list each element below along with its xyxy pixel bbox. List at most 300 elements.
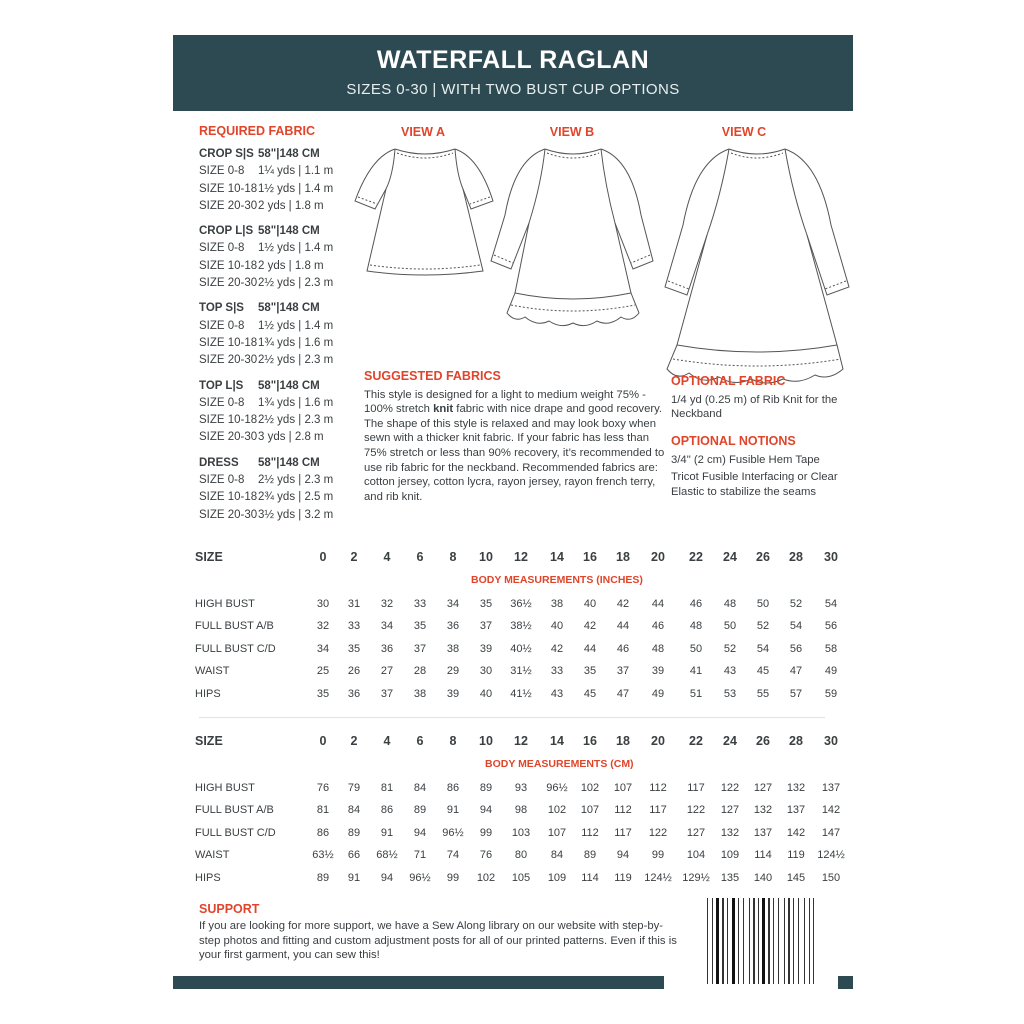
optional-notion-item: Tricot Fusible Interfacing or Clear Elastic to stabilize the seams xyxy=(671,471,838,498)
fabric-size-range: SIZE 10-18 xyxy=(199,414,258,427)
measurement-value: 52 xyxy=(789,598,803,610)
measurement-value: 84 xyxy=(413,782,427,794)
measurement-value: 25 xyxy=(316,665,330,678)
fabric-amount: 2½ yds | 2.3 m xyxy=(258,277,334,290)
measurement-value: 127 xyxy=(720,804,740,817)
measurement-value: 89 xyxy=(479,782,493,794)
measurement-value: 54 xyxy=(789,620,803,633)
measurement-value: 132 xyxy=(786,782,806,794)
size-header-label: SIZE xyxy=(195,734,223,748)
measurement-value: 41 xyxy=(689,665,703,678)
measurement-value: 29 xyxy=(446,665,460,678)
fabric-row xyxy=(199,318,369,335)
fabric-size-range: SIZE 0-8 xyxy=(199,396,245,409)
fabric-view-name: TOP S|S xyxy=(199,302,244,315)
support-text: If you are looking for more support, we have a Sew Along library on our website with step-by-step photos and fitting and custom adjustment posts for all of our printed patterns. Even if this is your first garment, you can sew this! xyxy=(199,920,677,962)
measurement-value: 147 xyxy=(821,826,841,839)
fabric-view-name: DRESS xyxy=(199,456,239,469)
suggested-fabrics-heading: SUGGESTED FABRICS xyxy=(364,369,501,383)
measurement-value: 86 xyxy=(316,826,330,839)
fabric-row xyxy=(199,489,369,506)
fabric-group-header xyxy=(199,223,369,240)
measurement-value: 107 xyxy=(547,826,567,839)
size-column-header: 20 xyxy=(651,550,665,564)
measurement-value: 48 xyxy=(689,620,703,633)
measurement-value: 137 xyxy=(786,804,806,817)
measurement-value: 48 xyxy=(651,642,665,655)
header-banner xyxy=(173,35,853,111)
size-column-header: 30 xyxy=(824,550,838,564)
size-column-header: 24 xyxy=(723,550,737,564)
measurement-value: 103 xyxy=(511,826,531,839)
size-column-header: 24 xyxy=(723,734,737,748)
fabric-amount: 1¼ yds | 1.1 m xyxy=(258,165,334,178)
fabric-width: 58"|148 CM xyxy=(258,148,320,160)
measurement-row xyxy=(195,801,841,819)
measurement-value: 89 xyxy=(347,826,361,839)
measurement-value: 35 xyxy=(413,620,427,633)
measurement-value: 46 xyxy=(689,598,703,610)
measurement-value: 35 xyxy=(347,642,361,655)
measurement-value: 48 xyxy=(723,598,737,610)
measurement-value: 114 xyxy=(754,849,772,862)
fabric-amount: 3½ yds | 3.2 m xyxy=(258,508,334,521)
size-column-header: 26 xyxy=(756,550,770,564)
size-column-header: 6 xyxy=(416,734,424,748)
short-sleeve-crop-top-illustration xyxy=(353,145,498,280)
support-heading: SUPPORT xyxy=(199,902,260,916)
fabric-group-header xyxy=(199,146,369,163)
measurement-value: 81 xyxy=(380,782,394,794)
measurement-value: 33 xyxy=(413,598,427,610)
optional-fabric-text: 1/4 yd (0.25 m) of Rib Knit for the Neckband xyxy=(671,393,838,421)
measurement-label: WAIST xyxy=(195,849,230,862)
measurement-value: 137 xyxy=(821,782,841,794)
view-c-label: VIEW C xyxy=(721,125,767,139)
measurement-row xyxy=(195,779,841,797)
measurement-value: 84 xyxy=(347,804,361,817)
fabric-size-range: SIZE 10-18 xyxy=(199,259,258,272)
size-column-header: 22 xyxy=(689,550,703,564)
measurement-value: 46 xyxy=(651,620,665,633)
measurement-value: 142 xyxy=(786,826,806,839)
measurement-value: 91 xyxy=(380,826,394,839)
fabric-group-header xyxy=(199,378,369,395)
measurement-value: 132 xyxy=(720,826,740,839)
measurement-value: 57 xyxy=(789,687,803,700)
fabric-size-range: SIZE 0-8 xyxy=(199,242,245,255)
measurement-value: 51 xyxy=(689,687,703,700)
measurement-value: 52 xyxy=(756,620,770,633)
size-column-header: 18 xyxy=(616,550,630,564)
measurement-value: 114 xyxy=(581,871,599,884)
fabric-size-range: SIZE 20-30 xyxy=(199,199,258,212)
fabric-row xyxy=(199,507,369,524)
measurement-value: 117 xyxy=(614,826,632,839)
fabric-group xyxy=(199,455,369,524)
measurement-value: 40 xyxy=(583,598,597,610)
measurement-value: 145 xyxy=(786,871,806,884)
measurement-value: 52 xyxy=(723,642,737,655)
measurement-value: 42 xyxy=(616,598,630,610)
measurement-value: 41½ xyxy=(510,687,532,700)
fabric-row xyxy=(199,429,369,446)
measurement-value: 40 xyxy=(479,687,493,700)
size-column-header: 2 xyxy=(350,734,358,748)
measurement-label: HIGH BUST xyxy=(195,782,255,794)
size-column-header: 16 xyxy=(583,550,597,564)
view-b-label: VIEW B xyxy=(549,125,595,139)
measurement-label: WAIST xyxy=(195,665,230,678)
support-section xyxy=(199,902,679,963)
measurement-value: 102 xyxy=(547,804,567,817)
measurement-label: HIGH BUST xyxy=(195,598,255,610)
fabric-row xyxy=(199,198,369,215)
measurement-value: 89 xyxy=(316,871,330,884)
size-column-header: 22 xyxy=(689,734,703,748)
fabric-view-name: CROP L|S xyxy=(199,225,254,238)
measurement-value: 135 xyxy=(720,871,740,884)
fabric-amount: 3 yds | 2.8 m xyxy=(258,431,324,444)
size-column-header: 0 xyxy=(319,734,327,748)
fabric-size-range: SIZE 10-18 xyxy=(199,182,258,195)
measurement-value: 127 xyxy=(753,782,773,794)
measurement-value: 38½ xyxy=(510,620,532,633)
measurement-value: 96½ xyxy=(409,871,431,884)
required-fabric-heading: REQUIRED FABRIC xyxy=(199,124,315,138)
fabric-size-range: SIZE 0-8 xyxy=(199,319,245,332)
suggested-fabrics-section xyxy=(364,369,669,504)
measurement-value: 53 xyxy=(723,687,737,700)
measurement-value: 56 xyxy=(824,620,838,633)
measurement-value: 44 xyxy=(583,642,597,655)
measurement-value: 47 xyxy=(616,687,630,700)
measurement-value: 112 xyxy=(649,782,667,794)
measurement-value: 35 xyxy=(583,665,597,678)
suggested-fabrics-text: This style is designed for a light to medium weight 75% - 100% stretch knit fabric with nice drape and good recovery. The shape of this style is relaxed and may look boxy when sewn with a thicker knit fabric. If your fabric has less than 75% stretch or less than 90% recovery, it’s recommended to use rib fabric for the neckband. Recommended fabrics are: cotton jersey, cotton lycra, rayon jersey, rayon french terry, and rib knit. xyxy=(364,388,665,503)
fabric-group xyxy=(199,300,369,369)
fabric-size-range: SIZE 20-30 xyxy=(199,431,258,444)
measurement-row xyxy=(195,662,838,680)
required-fabric-section xyxy=(199,124,369,532)
measurement-value: 35 xyxy=(479,598,493,610)
size-column-header: 0 xyxy=(319,550,327,564)
measurement-value: 142 xyxy=(821,804,841,817)
measurement-value: 33 xyxy=(550,665,564,678)
size-column-header: 20 xyxy=(651,734,665,748)
measurement-value: 107 xyxy=(613,782,633,794)
measurement-value: 54 xyxy=(756,642,770,655)
measurement-value: 36 xyxy=(380,642,394,655)
measurement-label: FULL BUST C/D xyxy=(195,642,276,655)
size-column-header: 16 xyxy=(583,734,597,748)
measurement-value: 44 xyxy=(651,598,665,610)
measurement-value: 27 xyxy=(380,665,394,678)
measurement-value: 30 xyxy=(316,598,330,610)
fabric-size-range: SIZE 10-18 xyxy=(199,491,258,504)
measurement-value: 38 xyxy=(446,642,460,655)
measurement-value: 94 xyxy=(413,826,427,839)
fabric-width: 58"|148 CM xyxy=(258,225,320,238)
fabric-amount: 1½ yds | 1.4 m xyxy=(258,242,334,255)
size-column-header: 4 xyxy=(383,550,391,564)
measurement-value: 86 xyxy=(380,804,394,817)
measurement-value: 38 xyxy=(413,687,427,700)
measurement-value: 96½ xyxy=(442,826,464,839)
table-divider xyxy=(199,717,825,718)
fabric-row xyxy=(199,335,369,352)
measurement-value: 99 xyxy=(651,849,665,862)
size-column-header: 10 xyxy=(479,550,493,564)
measurement-value: 40 xyxy=(550,620,564,633)
fabric-row xyxy=(199,412,369,429)
measurement-value: 127 xyxy=(686,826,706,839)
measurement-value: 49 xyxy=(824,665,838,678)
footer-tab xyxy=(838,976,853,989)
measurements-subtitle: BODY MEASUREMENTS (INCHES) xyxy=(471,574,643,586)
measurement-value: 105 xyxy=(511,871,531,884)
fabric-size-range: SIZE 20-30 xyxy=(199,277,258,290)
measurement-value: 68½ xyxy=(376,849,398,862)
pattern-back-cover xyxy=(173,35,853,990)
measurement-value: 91 xyxy=(347,871,361,884)
measurement-value: 47 xyxy=(789,665,803,678)
fabric-size-range: SIZE 0-8 xyxy=(199,474,245,487)
optional-notions-section xyxy=(671,434,851,499)
measurement-value: 42 xyxy=(583,620,597,633)
fabric-row xyxy=(199,181,369,198)
measurement-value: 26 xyxy=(347,665,361,678)
measurement-value: 109 xyxy=(547,871,567,884)
measurement-value: 36 xyxy=(347,687,361,700)
measurement-value: 43 xyxy=(550,687,564,700)
size-column-header: 4 xyxy=(383,734,391,748)
measurement-value: 112 xyxy=(614,804,632,817)
fabric-amount: 1¾ yds | 1.6 m xyxy=(258,336,334,349)
measurement-value: 37 xyxy=(479,620,493,633)
measurement-value: 31 xyxy=(347,598,361,610)
measurement-value: 46 xyxy=(616,642,630,655)
measurement-value: 43 xyxy=(723,665,737,678)
measurement-value: 74 xyxy=(446,849,460,862)
fabric-amount: 2¾ yds | 2.5 m xyxy=(258,491,334,504)
fabric-group-header xyxy=(199,455,369,472)
measurement-row xyxy=(195,685,838,703)
measurement-value: 32 xyxy=(316,620,330,633)
measurement-value: 81 xyxy=(316,804,330,817)
measurement-value: 76 xyxy=(316,782,330,794)
measurement-value: 50 xyxy=(723,620,737,633)
measurement-value: 94 xyxy=(479,804,493,817)
measurement-value: 140 xyxy=(753,871,773,884)
measurement-value: 117 xyxy=(687,782,705,794)
footer-bar xyxy=(173,976,664,989)
size-column-header: 2 xyxy=(350,550,358,564)
fabric-group xyxy=(199,378,369,447)
measurement-value: 34 xyxy=(446,598,460,610)
fabric-size-range: SIZE 10-18 xyxy=(199,336,258,349)
size-column-header: 28 xyxy=(789,734,803,748)
size-header-row xyxy=(195,732,838,750)
fabric-view-name: TOP L|S xyxy=(199,379,244,392)
size-column-header: 18 xyxy=(616,734,630,748)
measurement-value: 102 xyxy=(476,871,496,884)
measurement-value: 94 xyxy=(616,849,630,862)
optional-fabric-section xyxy=(671,374,851,422)
measurement-value: 58 xyxy=(824,642,838,655)
measurement-value: 40½ xyxy=(510,642,532,655)
measurement-value: 124½ xyxy=(644,871,672,884)
measurement-value: 59 xyxy=(824,687,838,700)
measurement-label: HIPS xyxy=(195,687,221,700)
measurement-value: 112 xyxy=(581,826,599,839)
measurement-row xyxy=(195,846,845,864)
pattern-title: WATERFALL RAGLAN xyxy=(376,46,650,74)
size-column-header: 14 xyxy=(550,734,564,748)
measurement-value: 49 xyxy=(651,687,665,700)
view-a-label: VIEW A xyxy=(401,125,445,139)
measurement-value: 80 xyxy=(514,849,528,862)
measurement-value: 37 xyxy=(380,687,394,700)
measurement-value: 122 xyxy=(686,804,706,817)
measurement-value: 122 xyxy=(648,826,668,839)
long-sleeve-top-with-ruffle-illustration xyxy=(485,145,660,330)
measurement-value: 55 xyxy=(756,687,770,700)
measurement-label: FULL BUST A/B xyxy=(195,804,274,817)
fabric-view-name: CROP S|S xyxy=(199,148,254,160)
fabric-row xyxy=(199,352,369,369)
measurement-value: 38 xyxy=(550,598,564,610)
measurement-row xyxy=(195,869,841,887)
measurement-value: 39 xyxy=(651,665,665,678)
size-column-header: 8 xyxy=(449,550,457,564)
fabric-size-range: SIZE 0-8 xyxy=(199,165,245,178)
measurement-value: 45 xyxy=(583,687,597,700)
fabric-amount: 1¾ yds | 1.6 m xyxy=(258,396,334,409)
fabric-group xyxy=(199,146,369,215)
measurement-value: 89 xyxy=(583,849,597,862)
measurement-value: 107 xyxy=(580,804,600,817)
measurement-value: 34 xyxy=(380,620,394,633)
measurement-value: 119 xyxy=(787,849,805,862)
measurement-value: 63½ xyxy=(312,849,334,862)
measurement-label: FULL BUST C/D xyxy=(195,826,276,839)
measurement-value: 50 xyxy=(689,642,703,655)
measurement-value: 39 xyxy=(479,642,493,655)
fabric-amount: 2 yds | 1.8 m xyxy=(258,259,324,272)
measurement-value: 37 xyxy=(413,642,427,655)
fabric-amount: 2½ yds | 2.3 m xyxy=(258,414,334,427)
measurement-label: HIPS xyxy=(195,871,221,884)
measurement-value: 37 xyxy=(616,665,630,678)
measurement-value: 124½ xyxy=(817,849,845,862)
size-header-label: SIZE xyxy=(195,550,223,564)
measurement-value: 117 xyxy=(649,804,667,817)
measurement-value: 94 xyxy=(380,871,394,884)
measurement-value: 79 xyxy=(347,782,361,794)
measurement-value: 98 xyxy=(514,804,528,817)
fabric-size-range: SIZE 20-30 xyxy=(199,508,258,521)
barcode-icon xyxy=(695,896,827,990)
measurement-value: 36½ xyxy=(510,598,532,610)
long-sleeve-dress-with-ruffle-illustration xyxy=(659,145,854,395)
fabric-amount: 2 yds | 1.8 m xyxy=(258,199,324,212)
size-header-row xyxy=(195,548,838,566)
fabric-group-header xyxy=(199,300,369,317)
measurement-value: 89 xyxy=(413,804,427,817)
fabric-row xyxy=(199,258,369,275)
measurement-row xyxy=(195,595,838,613)
size-column-header: 26 xyxy=(756,734,770,748)
measurement-value: 71 xyxy=(413,849,427,862)
measurement-label: FULL BUST A/B xyxy=(195,620,274,633)
fabric-row xyxy=(199,163,369,180)
fabric-size-range: SIZE 20-30 xyxy=(199,354,258,367)
measurement-value: 44 xyxy=(616,620,630,633)
size-column-header: 12 xyxy=(514,550,528,564)
fabric-row xyxy=(199,472,369,489)
fabric-row xyxy=(199,395,369,412)
measurement-value: 39 xyxy=(446,687,460,700)
fabric-width: 58"|148 CM xyxy=(258,456,320,469)
measurement-value: 129½ xyxy=(682,871,710,884)
fabric-amount: 1½ yds | 1.4 m xyxy=(258,182,334,195)
measurement-value: 119 xyxy=(614,871,632,884)
measurement-value: 86 xyxy=(446,782,460,794)
optional-notion-item: 3/4" (2 cm) Fusible Hem Tape xyxy=(671,453,820,466)
fabric-amount: 2½ yds | 2.3 m xyxy=(258,354,334,367)
measurement-value: 99 xyxy=(479,826,493,839)
size-column-header: 8 xyxy=(449,734,457,748)
measurement-value: 96½ xyxy=(546,782,568,794)
pattern-subtitle: SIZES 0-30 | WITH TWO BUST CUP OPTIONS xyxy=(346,81,680,98)
fabric-width: 58"|148 CM xyxy=(258,302,320,315)
size-column-header: 10 xyxy=(479,734,493,748)
measurement-value: 36 xyxy=(446,620,460,633)
size-column-header: 30 xyxy=(824,734,838,748)
fabric-group xyxy=(199,223,369,292)
measurement-value: 132 xyxy=(753,804,773,817)
measurement-value: 122 xyxy=(720,782,740,794)
measurement-value: 109 xyxy=(720,849,740,862)
measurement-row xyxy=(195,824,841,842)
measurement-row xyxy=(195,617,838,635)
measurement-value: 76 xyxy=(479,849,493,862)
measurement-value: 32 xyxy=(380,598,394,610)
measurement-value: 66 xyxy=(347,849,361,862)
fabric-row xyxy=(199,240,369,257)
size-column-header: 28 xyxy=(789,550,803,564)
measurement-value: 91 xyxy=(446,804,460,817)
measurement-value: 30 xyxy=(479,665,493,678)
fabric-amount: 2½ yds | 2.3 m xyxy=(258,474,334,487)
size-column-header: 14 xyxy=(550,550,564,564)
measurement-value: 28 xyxy=(413,665,427,678)
measurement-value: 93 xyxy=(514,782,528,794)
measurement-value: 34 xyxy=(316,642,330,655)
size-column-header: 6 xyxy=(416,550,424,564)
optional-notions-heading: OPTIONAL NOTIONS xyxy=(671,434,796,448)
measurements-subtitle: BODY MEASUREMENTS (CM) xyxy=(485,758,634,770)
measurement-value: 84 xyxy=(550,849,564,862)
measurement-value: 31½ xyxy=(510,665,532,678)
fabric-amount: 1½ yds | 1.4 m xyxy=(258,319,334,332)
measurement-value: 54 xyxy=(824,598,838,610)
measurement-value: 56 xyxy=(789,642,803,655)
fabric-width: 58"|148 CM xyxy=(258,379,320,392)
measurement-value: 50 xyxy=(756,598,770,610)
size-column-header: 12 xyxy=(514,734,528,748)
